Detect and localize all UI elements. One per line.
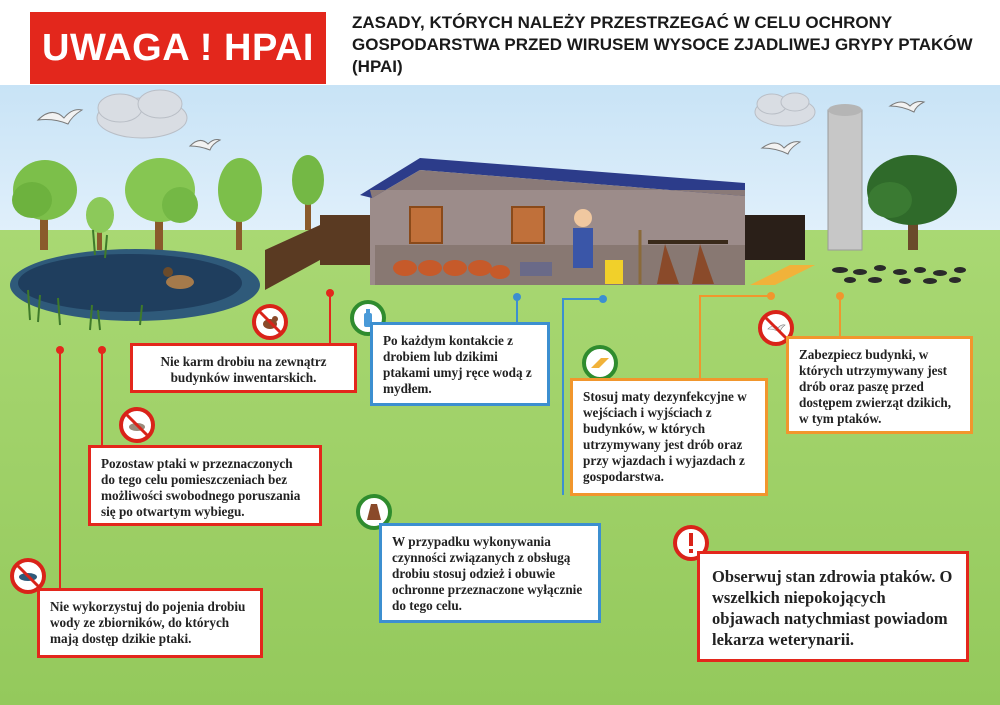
- dark-soil-patch: [832, 265, 966, 284]
- cloud-left: [97, 90, 187, 138]
- no-chicken-feeding-icon: [252, 304, 288, 340]
- rule-protective-clothing: [379, 523, 601, 623]
- barn: [360, 158, 745, 285]
- rule-text: Stosuj maty dezynfekcyjne w wejściach i wyjściach z budynków, w których utrzymywany jest drób oraz przy wjazdach i wyjazdach z gospodarstwa.: [583, 389, 747, 484]
- rule-text: Obserwuj stan zdrowia ptaków. O wszelkich niepokojących objawach natychmiast powiadom lekarza weterynarii.: [712, 567, 953, 649]
- tree-right: [867, 155, 957, 250]
- fence-right: [745, 215, 805, 260]
- page-title: UWAGA ! HPAI: [30, 12, 326, 84]
- trees-left: [12, 155, 324, 255]
- rule-text: Po każdym kontakcie z drobiem lub dzikimi ptakami umyj ręce wodą z mydłem.: [383, 333, 532, 396]
- disinfection-mat: [750, 265, 815, 285]
- rule-text: Nie karm drobiu na zewnątrz budynków inwentarskich.: [160, 354, 327, 385]
- fence-left: [265, 215, 370, 290]
- no-bird-outside-icon: [119, 407, 155, 443]
- rule-keep-inside: [88, 445, 322, 526]
- rule-observe-health: [697, 551, 969, 662]
- rule-secure-buildings: [786, 336, 973, 434]
- rule-text: W przypadku wykonywania czynności związanych z obsługą drobiu stosuj odzież i obuwie ochronne przeznaczone wyłącznie do tego celu.: [392, 534, 583, 613]
- rule-text: Zabezpiecz budynki, w których utrzymywany jest drób oraz paszę przed dostępem zwierząt dzikich, w tym ptaków.: [799, 347, 951, 426]
- rule-text: Pozostaw ptaki w przeznaczonych do tego celu pomieszczeniach bez możliwości swobodnego poruszania się po otwartym wybiegu.: [101, 456, 301, 519]
- silo: [828, 104, 862, 250]
- rule-text: Nie wykorzystuj do pojenia drobiu wody ze zbiorników, do których mają dostęp dzikie ptaki.: [50, 599, 246, 646]
- rule-disinfection-mats: [570, 378, 768, 496]
- cloud-right: [755, 93, 815, 126]
- rule-no-feeding-outside: [130, 343, 357, 393]
- disinfection-mat-icon: [582, 345, 618, 381]
- page-subtitle: ZASADY, KTÓRYCH NALEŻY PRZESTRZEGAĆ W CELU OCHRONY GOSPODARSTWA PRZED WIRUSEM WYSOCE ZJADLIWEJ GRYPY PTAKÓW (HPAI): [352, 13, 973, 76]
- rule-wash-hands: [370, 322, 550, 406]
- rule-water-tanks: [37, 588, 263, 658]
